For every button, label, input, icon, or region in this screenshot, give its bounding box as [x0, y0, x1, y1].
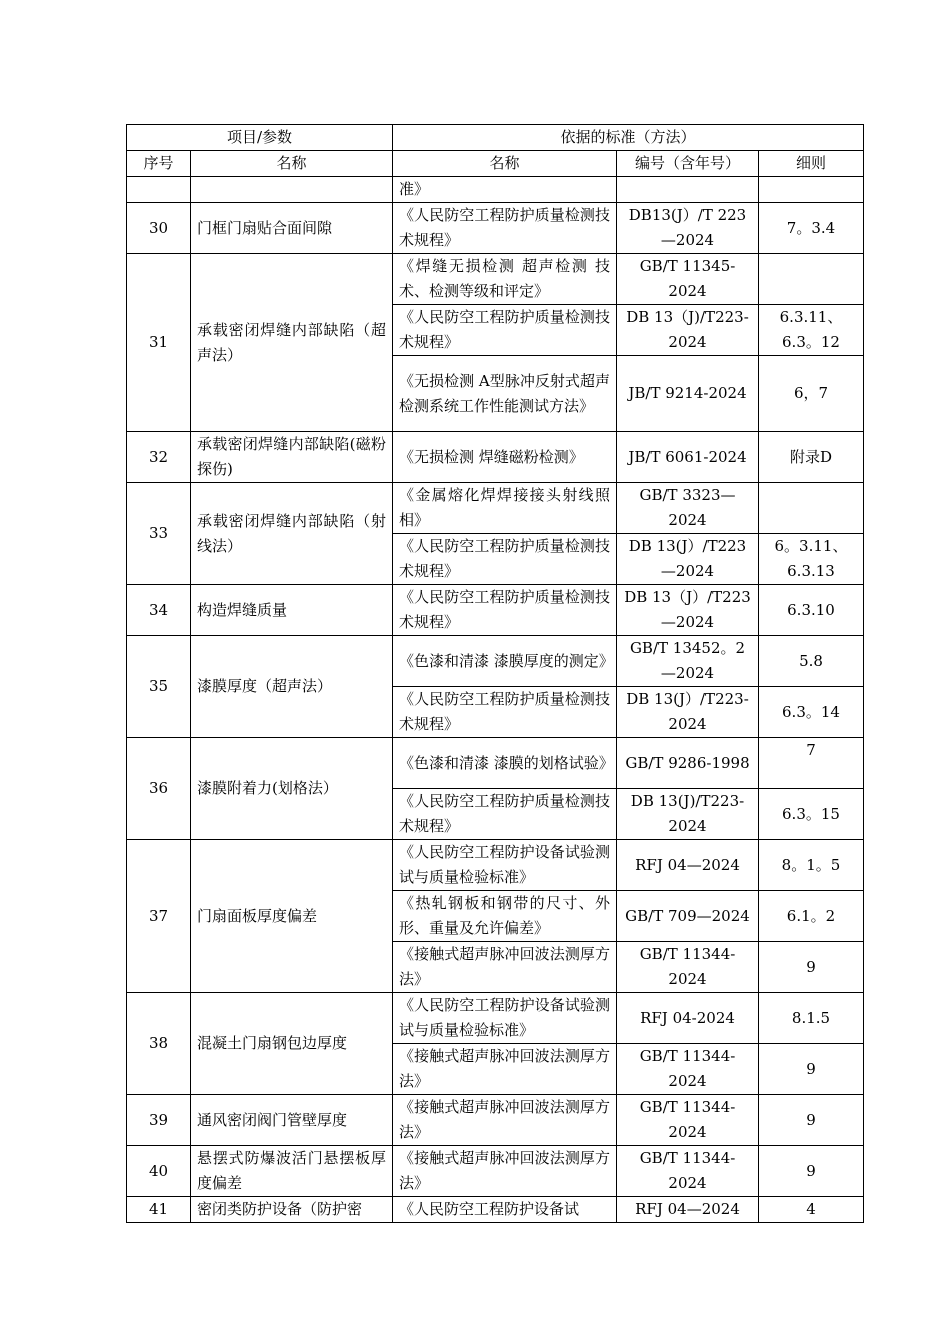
table-row	[127, 585, 864, 636]
row-clause: 9	[759, 1146, 864, 1197]
row-clause	[759, 254, 864, 305]
row-seq: 34	[127, 585, 191, 636]
row-standard-code: DB 13(J）/T223—2024	[617, 534, 759, 585]
row-clause	[759, 483, 864, 534]
row-standard-name: 《人民防空工程防护质量检测技术规程》	[393, 687, 617, 738]
header-name: 名称	[191, 151, 393, 177]
row-clause: 6。3.11、6.3.13	[759, 534, 864, 585]
header-row-group	[127, 125, 864, 151]
header-standard-method: 依据的标准（方法）	[393, 125, 864, 151]
row-standard-name: 准》	[393, 177, 617, 203]
row-name: 构造焊缝质量	[191, 585, 393, 636]
table-row	[127, 993, 864, 1044]
row-name: 门扇面板厚度偏差	[191, 840, 393, 993]
row-seq: 33	[127, 483, 191, 585]
row-name: 漆膜厚度（超声法）	[191, 636, 393, 738]
row-clause: 6.3.11、6.3。12	[759, 305, 864, 356]
row-standard-name: 《色漆和清漆 漆膜的划格试验》	[393, 738, 617, 789]
row-standard-name: 《人民防空工程防护设备试验测试与质量检验标准》	[393, 993, 617, 1044]
table-row	[127, 1095, 864, 1146]
standards-table	[126, 124, 864, 1223]
row-seq: 31	[127, 254, 191, 432]
row-standard-code: GB/T 11344-2024	[617, 1044, 759, 1095]
table-row	[127, 432, 864, 483]
row-standard-code: GB/T 11344-2024	[617, 942, 759, 993]
row-clause	[759, 177, 864, 203]
row-clause: 6，7	[759, 356, 864, 432]
row-seq: 30	[127, 203, 191, 254]
row-standard-code: GB/T 3323—2024	[617, 483, 759, 534]
row-standard-code: JB/T 6061-2024	[617, 432, 759, 483]
row-name: 漆膜附着力(划格法）	[191, 738, 393, 840]
row-standard-code: GB/T 13452。2—2024	[617, 636, 759, 687]
row-clause: 6.3。15	[759, 789, 864, 840]
row-seq: 37	[127, 840, 191, 993]
row-clause: 9	[759, 942, 864, 993]
row-seq: 36	[127, 738, 191, 840]
row-standard-name: 《人民防空工程防护设备试	[393, 1197, 617, 1223]
table-row	[127, 1197, 864, 1223]
row-standard-name: 《人民防空工程防护质量检测技术规程》	[393, 305, 617, 356]
row-seq: 35	[127, 636, 191, 738]
row-standard-name: 《人民防空工程防护质量检测技术规程》	[393, 789, 617, 840]
header-item-params: 项目/参数	[127, 125, 393, 151]
table-row	[127, 254, 864, 305]
row-name	[191, 177, 393, 203]
row-standard-name: 《人民防空工程防护质量检测技术规程》	[393, 534, 617, 585]
row-standard-code: DB 13（J)/T223-2024	[617, 305, 759, 356]
row-standard-code: RFJ 04—2024	[617, 1197, 759, 1223]
row-name: 承载密闭焊缝内部缺陷（超声法）	[191, 254, 393, 432]
row-standard-code: DB 13(J）/T223-2024	[617, 687, 759, 738]
row-seq	[127, 177, 191, 203]
row-standard-code: DB 13(J)/T223-2024	[617, 789, 759, 840]
row-standard-name: 《金属熔化焊焊接接头射线照相》	[393, 483, 617, 534]
row-standard-name: 《接触式超声脉冲回波法测厚方法》	[393, 1095, 617, 1146]
row-standard-name: 《人民防空工程防护质量检测技术规程》	[393, 203, 617, 254]
row-clause: 7。3.4	[759, 203, 864, 254]
row-clause: 7	[759, 738, 864, 789]
row-standard-name: 《色漆和清漆 漆膜厚度的测定》	[393, 636, 617, 687]
row-seq: 40	[127, 1146, 191, 1197]
row-standard-name: 《人民防空工程防护质量检测技术规程》	[393, 585, 617, 636]
row-clause: 6.3.10	[759, 585, 864, 636]
table-row	[127, 483, 864, 534]
row-clause: 附录D	[759, 432, 864, 483]
row-name: 通风密闭阀门管壁厚度	[191, 1095, 393, 1146]
header-seq: 序号	[127, 151, 191, 177]
row-clause: 9	[759, 1095, 864, 1146]
table-row	[127, 840, 864, 891]
row-standard-code: GB/T 11345-2024	[617, 254, 759, 305]
row-clause: 8.1.5	[759, 993, 864, 1044]
row-standard-code: GB/T 11344-2024	[617, 1146, 759, 1197]
row-clause: 8。1。5	[759, 840, 864, 891]
table-row	[127, 738, 864, 789]
row-name: 密闭类防护设备（防护密	[191, 1197, 393, 1223]
row-standard-code: DB13(J）/T 223—2024	[617, 203, 759, 254]
table-row	[127, 203, 864, 254]
row-name: 门框门扇贴合面间隙	[191, 203, 393, 254]
row-standard-code: GB/T 709—2024	[617, 891, 759, 942]
row-standard-name: 《接触式超声脉冲回波法测厚方法》	[393, 942, 617, 993]
row-seq: 39	[127, 1095, 191, 1146]
row-name: 承载密闭焊缝内部缺陷（射线法）	[191, 483, 393, 585]
header-row-columns	[127, 151, 864, 177]
table-row	[127, 1146, 864, 1197]
table-row	[127, 177, 864, 203]
header-clause: 细则	[759, 151, 864, 177]
row-standard-code: GB/T 11344-2024	[617, 1095, 759, 1146]
row-seq: 32	[127, 432, 191, 483]
header-std-name: 名称	[393, 151, 617, 177]
row-standard-name: 《无损检测 A型脉冲反射式超声检测系统工作性能测试方法》	[393, 356, 617, 432]
header-std-code: 编号（含年号）	[617, 151, 759, 177]
row-standard-code: GB/T 9286-1998	[617, 738, 759, 789]
row-clause: 6.3。14	[759, 687, 864, 738]
table-row	[127, 636, 864, 687]
row-seq: 41	[127, 1197, 191, 1223]
row-standard-code: RFJ 04-2024	[617, 993, 759, 1044]
row-standard-name: 《热轧钢板和钢带的尺寸、外形、重量及允许偏差》	[393, 891, 617, 942]
row-standard-name: 《接触式超声脉冲回波法测厚方法》	[393, 1146, 617, 1197]
row-standard-name: 《焊缝无损检测 超声检测 技术、检测等级和评定》	[393, 254, 617, 305]
row-standard-name: 《无损检测 焊缝磁粉检测》	[393, 432, 617, 483]
row-clause: 4	[759, 1197, 864, 1223]
row-standard-name: 《接触式超声脉冲回波法测厚方法》	[393, 1044, 617, 1095]
row-name: 悬摆式防爆波活门悬摆板厚度偏差	[191, 1146, 393, 1197]
row-clause: 6.1。2	[759, 891, 864, 942]
row-clause: 9	[759, 1044, 864, 1095]
row-name: 承载密闭焊缝内部缺陷(磁粉探伤)	[191, 432, 393, 483]
row-name: 混凝土门扇钢包边厚度	[191, 993, 393, 1095]
row-standard-code: RFJ 04—2024	[617, 840, 759, 891]
row-standard-name: 《人民防空工程防护设备试验测试与质量检验标准》	[393, 840, 617, 891]
row-clause: 5.8	[759, 636, 864, 687]
row-seq: 38	[127, 993, 191, 1095]
row-standard-code: DB 13（J）/T223—2024	[617, 585, 759, 636]
row-standard-code: JB/T 9214-2024	[617, 356, 759, 432]
row-standard-code	[617, 177, 759, 203]
